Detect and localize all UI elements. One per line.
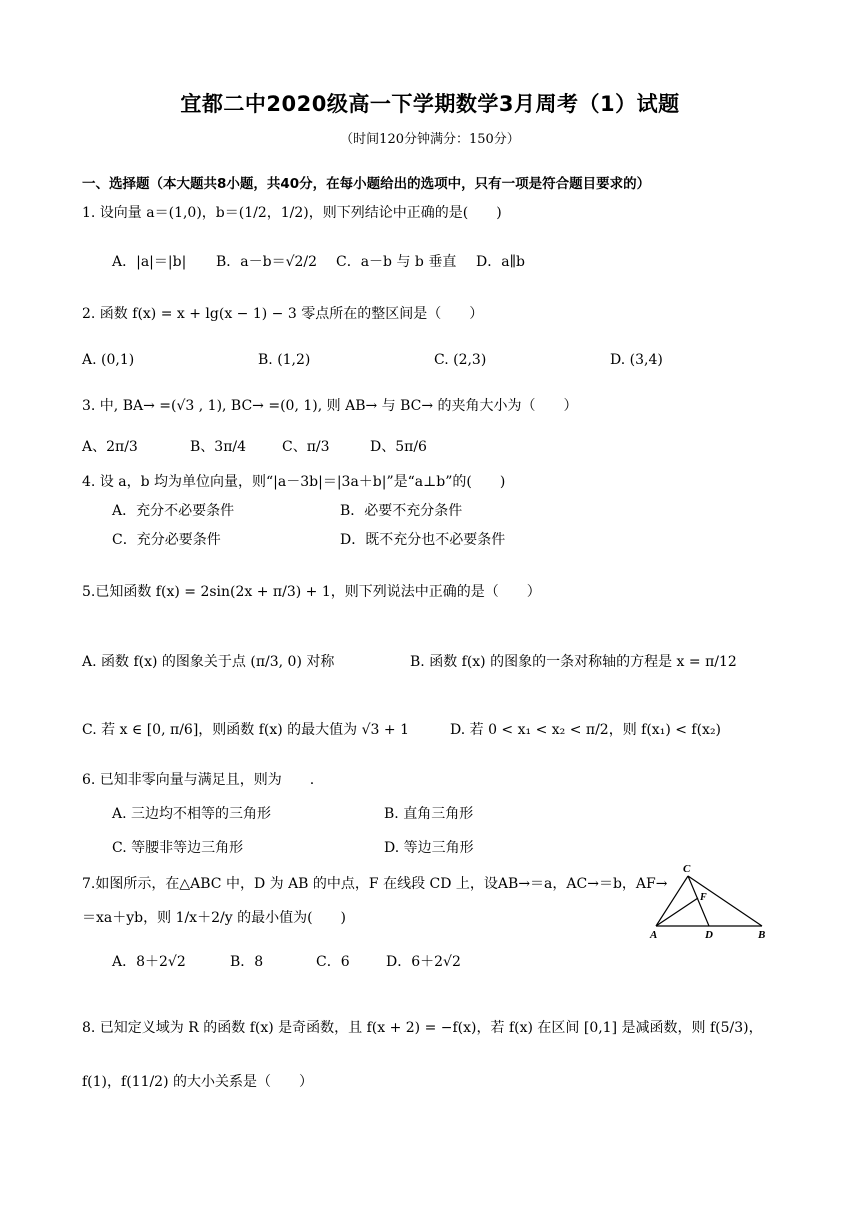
question-4-option-a: A．充分不必要条件 xyxy=(112,503,235,519)
question-8-stem-line-1: 8. 已知定义域为 R 的函数 f(x) 是奇函数，且 f(x + 2) = −f(x)，若 f(x) 在区间 [0,1] 是减函数，则 f(5/3)， xyxy=(82,1020,763,1036)
question-4-stem: 4. 设 a，b 均为单位向量，则“|a－3b|＝|3a＋b|”是“a⊥b”的( ) xyxy=(82,474,506,490)
question-1-option-a: A．|a|＝|b| xyxy=(112,254,187,270)
question-8-stem-line-2: f(1)，f(11/2) 的大小关系是（ ） xyxy=(82,1074,314,1090)
page-subtitle: （时间120分钟满分：150分） xyxy=(340,132,520,147)
label-f: F xyxy=(700,892,707,903)
label-d: D xyxy=(705,929,713,940)
question-6-stem: 6. 已知非零向量与满足且，则为 . xyxy=(82,772,315,788)
question-7-option-c: C．6 xyxy=(316,954,350,970)
triangle-figure xyxy=(646,860,776,940)
question-7-option-d: D．6＋2√2 xyxy=(386,954,461,970)
question-1-option-b: B．a－b＝√2/2 xyxy=(216,254,318,270)
section-heading: 一、选择题（本大题共8小题，共40分，在每小题给出的选项中，只有一项是符合题目要求的） xyxy=(82,176,651,192)
question-5-stem: 5.已知函数 f(x) = 2sin(2x + π/3) + 1，则下列说法中正确的是（ ） xyxy=(82,584,541,600)
question-5-option-c: C. 若 x ∈ [0, π/6]，则函数 f(x) 的最大值为 √3 + 1 xyxy=(82,722,409,738)
question-7-option-a: A．8＋2√2 xyxy=(112,954,186,970)
question-5-option-b: B. 函数 f(x) 的图象的一条对称轴的方程是 x = π/12 xyxy=(410,654,737,670)
question-2-option-b: B. (1,2) xyxy=(258,352,311,368)
question-2-option-d: D. (3,4) xyxy=(610,352,663,368)
question-1-option-d: D．a∥b xyxy=(476,254,525,270)
question-4-option-b: B．必要不充分条件 xyxy=(340,503,463,519)
question-7-stem-line-2: ＝xa＋yb，则 1/x＋2/y 的最小值为( ) xyxy=(82,910,346,926)
question-1-stem: 1. 设向量 a＝(1,0)，b＝(1/2，1/2)，则下列结论中正确的是( ) xyxy=(82,205,502,221)
question-5-option-a: A. 函数 f(x) 的图象关于点 (π/3, 0) 对称 xyxy=(82,654,335,670)
question-3-option-a: A、2π/3 xyxy=(82,439,138,455)
question-3-option-b: B、3π/4 xyxy=(190,439,247,455)
page-title: 宜都二中2020级高一下学期数学3月周考（1）试题 xyxy=(180,92,680,116)
question-2-option-c: C. (2,3) xyxy=(434,352,487,368)
segment-af xyxy=(656,898,698,926)
label-b: B xyxy=(758,929,766,940)
label-c: C xyxy=(683,863,691,875)
question-4-option-c: C．充分必要条件 xyxy=(112,532,221,548)
question-3-option-c: C、π/3 xyxy=(282,439,330,455)
question-3-option-d: D、5π/6 xyxy=(370,439,427,455)
question-6-option-a: A. 三边均不相等的三角形 xyxy=(112,806,272,822)
question-6-option-d: D. 等边三角形 xyxy=(384,840,474,856)
question-1-option-c: C．a－b 与 b 垂直 xyxy=(336,254,457,270)
question-6-option-c: C. 等腰非等边三角形 xyxy=(112,840,244,856)
segment-ac xyxy=(656,876,688,926)
question-3-stem: 3. 中, BA→ =(√3 , 1), BC→ =(0, 1), 则 AB→ 与 BC→ 的夹角大小为（ ） xyxy=(82,398,578,414)
question-2-option-a: A. (0,1) xyxy=(82,352,135,368)
question-5-option-d: D. 若 0 < x₁ < x₂ < π/2，则 f(x₁) < f(x₂) xyxy=(450,722,722,738)
triangle-lines xyxy=(656,876,762,926)
label-a: A xyxy=(650,929,658,940)
question-6-option-b: B. 直角三角形 xyxy=(384,806,474,822)
question-7-option-b: B．8 xyxy=(230,954,264,970)
question-2-stem: 2. 函数 f(x) = x + lg(x − 1) − 3 零点所在的整区间是（ ） xyxy=(82,306,484,322)
question-7-stem-line-1: 7.如图所示，在△ABC 中，D 为 AB 的中点，F 在线段 CD 上，设AB→＝a，AC→＝b，AF→ xyxy=(82,876,668,892)
question-4-option-d: D．既不充分也不必要条件 xyxy=(340,532,506,548)
